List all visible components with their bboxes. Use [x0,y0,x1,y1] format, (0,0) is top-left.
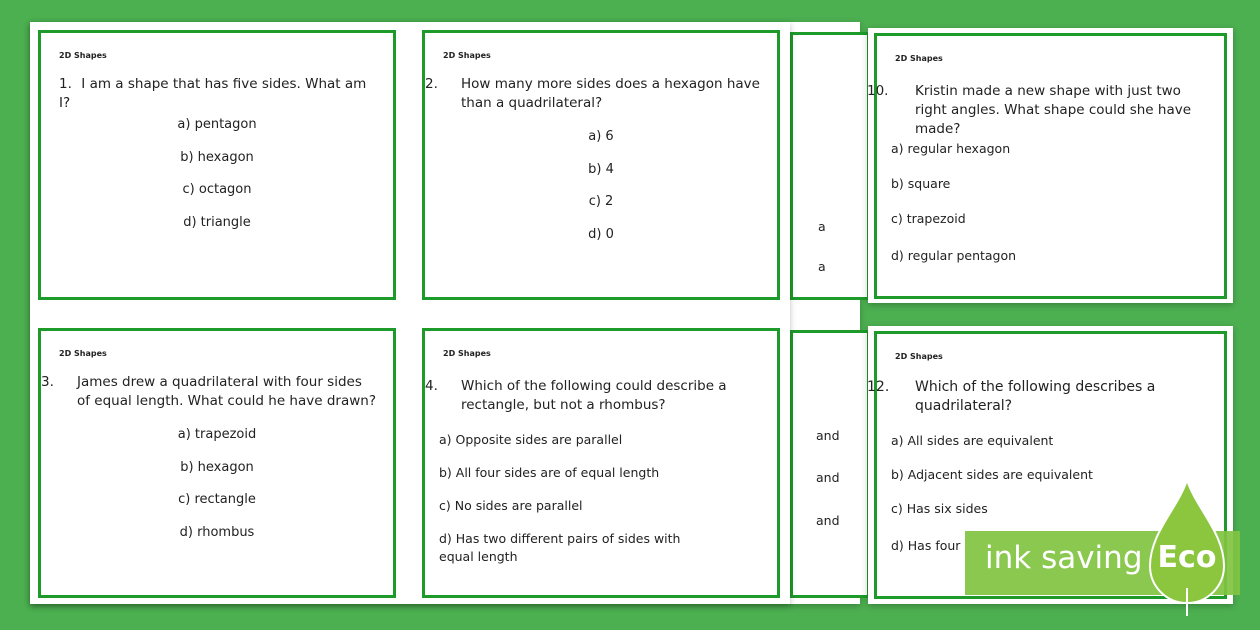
card-label: 2D Shapes [443,349,491,358]
answer-option: a) pentagon [177,117,257,132]
answer-option: a) All sides are equivalent [891,433,1054,448]
question-number: 2. [425,76,438,92]
answer-list [891,140,1214,280]
answer-option: c) trapezoid [891,211,966,226]
answer-option: b) square [891,176,951,191]
partial-card-top [790,32,870,300]
answer-list [439,431,767,581]
right-top-sheet [868,28,1233,303]
question-body: James drew a quadrilateral with four sides of equal length. What could he have drawn? [77,374,376,409]
ink-saving-label: ink saving [985,540,1143,576]
answer-option: d) 0 [588,226,614,242]
answer-list [425,127,777,257]
question-body: Which of the following could describe a rectangle, but not a rhombus? [461,378,727,413]
answer-option: d) Has four [891,538,961,553]
question-card-2 [422,30,780,300]
question-card-4 [422,328,780,598]
question-body: Kristin made a new shape with just two right angles. What shape could she have made? [915,83,1192,137]
answer-option: b) Adjacent sides are equivalent [891,467,1093,482]
peek-text: a [818,219,826,234]
card-label: 2D Shapes [443,51,491,60]
peek-text: and [816,513,840,528]
answer-option: a) regular hexagon [891,141,1011,156]
front-sheet [30,22,790,604]
card-label: 2D Shapes [59,349,107,358]
card-label: 2D Shapes [895,352,943,361]
question-text [59,75,379,113]
answer-option: c) rectangle [178,492,256,507]
answer-option: c) 2 [588,194,614,209]
question-text [867,378,1210,416]
answer-option: b) 4 [588,161,614,177]
answer-option: a) trapezoid [177,427,257,442]
answer-list [41,115,393,245]
question-card-1 [38,30,396,300]
peek-text: a [818,259,826,274]
question-number: 10. [867,83,889,99]
question-text [425,377,763,415]
question-card-3 [38,328,396,598]
question-body: How many more sides does a hexagon have than a quadrilateral? [461,76,760,111]
question-number: 3. [41,374,54,390]
question-text [867,82,1210,139]
peek-text: and [816,428,840,443]
answer-option: d) triangle [183,214,251,230]
question-number: 4. [425,378,438,394]
question-body: I am a shape that has five sides. What am I? [59,76,367,111]
question-number: 12. [867,379,890,395]
answer-option: b) hexagon [180,149,254,165]
question-body: Which of the following describes a quadrilateral? [915,379,1156,414]
answer-option: a) Opposite sides are parallel [439,432,623,447]
answer-option: d) rhombus [179,524,255,540]
answer-option: d) Has two different pairs of sides with equal length [439,531,681,564]
peek-text: and [816,470,840,485]
question-text [41,373,379,411]
answer-option: c) Has six sides [891,501,988,516]
answer-option: b) All four sides are of equal length [439,465,660,480]
answer-option: b) hexagon [180,459,254,475]
answer-option: c) No sides are parallel [439,498,583,513]
answer-option: a) 6 [588,129,614,144]
card-label: 2D Shapes [895,54,943,63]
answer-option: c) octagon [182,182,252,197]
question-number: 1. [59,76,72,92]
answer-list [41,425,393,555]
answer-option: d) regular pentagon [891,248,1017,263]
question-text [425,75,763,113]
question-card-10 [867,33,1227,299]
eco-badge-text: Eco [1157,540,1217,575]
card-label: 2D Shapes [59,51,107,60]
partial-card-bottom [790,330,870,598]
